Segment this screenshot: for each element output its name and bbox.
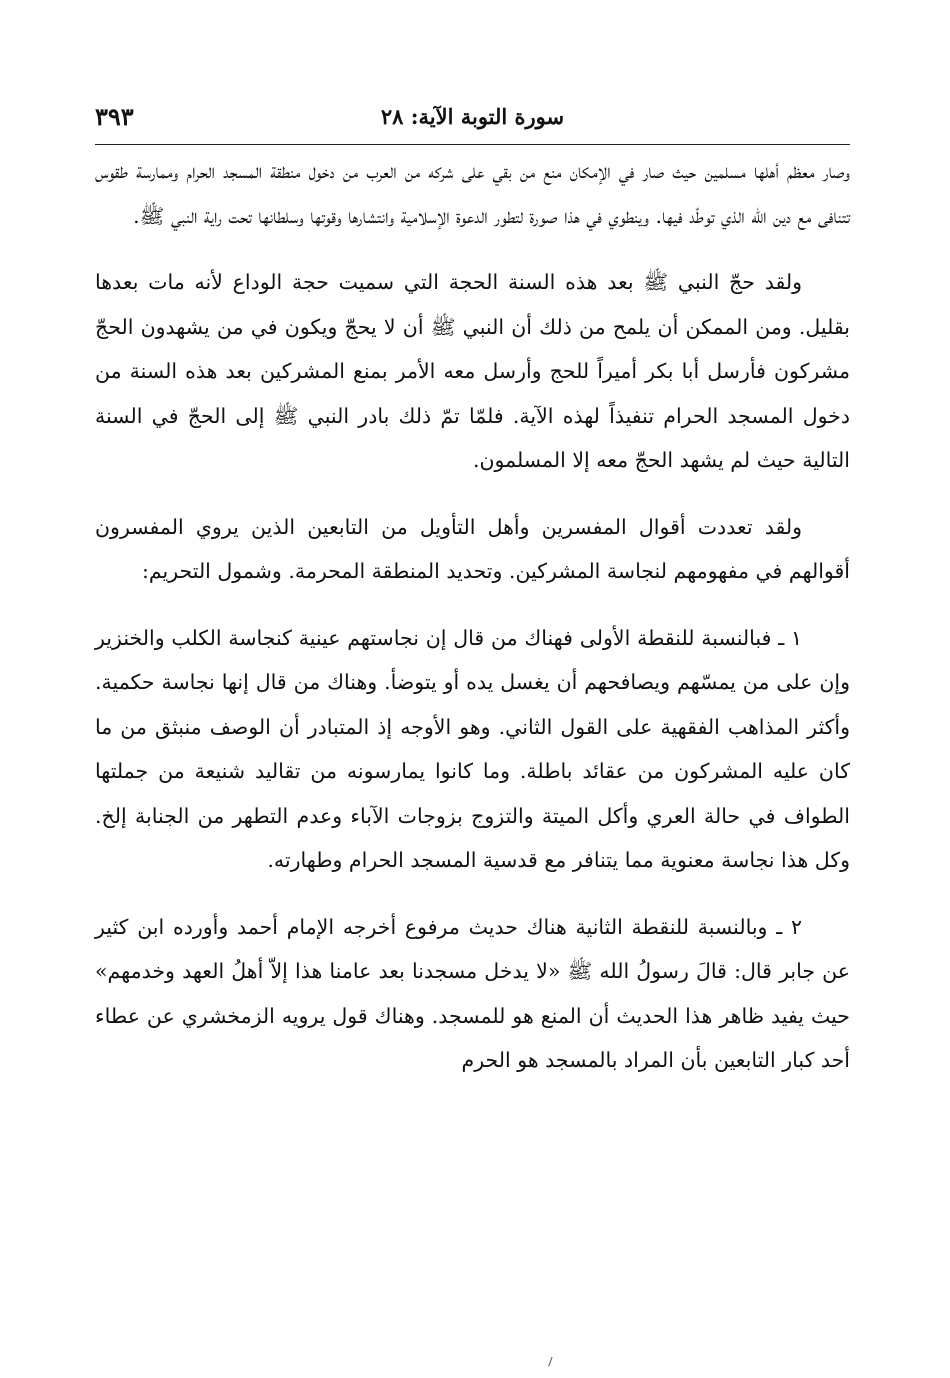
- paragraph-1: وصار معظم أهلها مسلمين حيث صار في الإمكان منع من بقي على شركه من العرب من دخول منطقة المسجد الحرام وممارسة طقوس تتنافى مع دين الله الذي توطّد فيها. وينطوي في هذا صورة لتطور الدعوة الإسلامية وانتشارها وقوتها وسلطانها تحت راية النبي ﷺ.: [95, 159, 850, 228]
- paragraph-2: ولقد حجّ النبي ﷺ بعد هذه السنة الحجة التي سميت حجة الوداع لأنه مات بعدها بقليل. ومن الممكن أن يلمح من ذلك أن النبي ﷺ أن لا يحجّ ويكون في من يشهدون الحجّ مشركون فأرسل أبا بكر أميراً للحج وأرسل معه الأمر بمنع المشركين بعد هذه السنة من دخول المسجد الحرام تنفيذاً لهذه الآية. فلمّا تمّ ذلك بادر النبي ﷺ إلى الحجّ في السنة التالية حيث لم يشهد الحجّ معه إلا المسلمون.: [95, 270, 850, 472]
- scan-mark: [544, 1355, 552, 1366]
- paragraph-3: ولقد تعددت أقوال المفسرين وأهل التأويل من التابعين الذين يروي المفسرون أقوالهم في مفهومهم لنجاسة المشركين. وتحديد المنطقة المحرمة. وشمول التحريم:: [95, 514, 850, 583]
- book-page: [95, 98, 850, 1083]
- page-number: ٣٩٣: [95, 102, 134, 131]
- paragraph-5: ٢ ـ وبالنسبة للنقطة الثانية هناك حديث مرفوع أخرجه الإمام أحمد وأورده ابن كثير عن جابر قال: قالَ رسولُ الله ﷺ «لا يدخل مسجدنا بعد عامنا هذا إلاّ أهلُ العهد وخدمهم» حيث يفيد ظاهر هذا الحديث أن المنع هو للمسجد. وهناك قول يرويه الزمخشري عن عطاء أحد كبار التابعين بأن المراد بالمسجد هو الحرم: [95, 914, 850, 1072]
- body-text: [95, 149, 850, 1083]
- running-title: سورة التوبة الآية: ٢٨: [380, 104, 565, 129]
- page-header: [95, 98, 850, 145]
- paragraph-4: ١ ـ فبالنسبة للنقطة الأولى فهناك من قال إن نجاستهم عينية كنجاسة الكلب والخنزير وإن على من يمسّهم ويصافحهم أن يغسل يده أو يتوضأ. وهناك من قال إنها نجاسة حكمية. وأكثر المذاهب الفقهية على القول الثاني. وهو الأوجه إذ المتبادر أن الوصف منبثق من ما كان عليه المشركون من عقائد باطلة. وما كانوا يمارسونه من تقاليد شنيعة من جملتها الطواف في حالة العري وأكل الميتة والتزوج بزوجات الآباء وعدم التطهر من الجنابة إلخ. وكل هذا نجاسة معنوية مما يتنافر مع قدسية المسجد الحرام وطهارته.: [95, 625, 850, 872]
